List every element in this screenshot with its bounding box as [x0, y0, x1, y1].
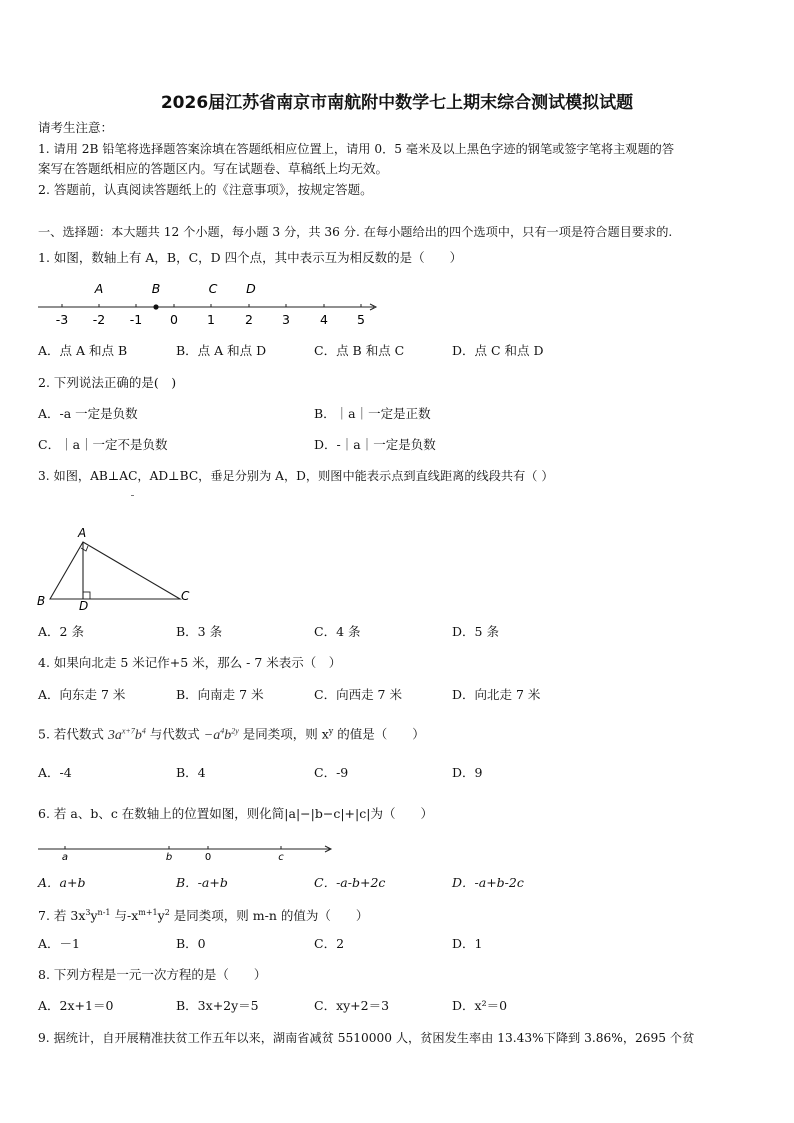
label-c: C	[181, 589, 190, 603]
stray-mark	[131, 495, 134, 496]
label-b: B	[37, 594, 46, 608]
tick-label: -1	[129, 312, 143, 327]
question-8-stem: 8. 下列方程是一元一次方程的是（ ）	[38, 967, 267, 982]
option-b[interactable]: B．-a+b	[176, 875, 228, 890]
question-3-stem: 3. 如图，AB⊥AC，AD⊥BC，垂足分别为 A，D，则图中能表示点到直线距离的线段共有（ ）	[38, 469, 554, 483]
tick-label: 4	[320, 312, 328, 327]
q5-text-1: 5. 若代数式	[38, 726, 108, 742]
point-label-c: C	[208, 281, 218, 296]
option-d[interactable]: D．点 C 和点 D	[452, 343, 544, 358]
option-b[interactable]: B．向南走 7 米	[176, 687, 264, 702]
tick-label: 1	[207, 312, 215, 327]
option-c[interactable]: C．xy+2＝3	[314, 998, 390, 1013]
option-d[interactable]: D．1	[452, 936, 483, 951]
option-c[interactable]: C．-9	[314, 765, 349, 780]
axis-label-0: 0	[204, 852, 212, 863]
option-b[interactable]: B．0	[176, 936, 206, 951]
option-b[interactable]: B．3 条	[176, 624, 223, 639]
point-label-a: A	[94, 281, 104, 296]
question-4-stem: 4. 如果向北走 5 米记作+5 米，那么 - 7 米表示（ ）	[38, 655, 342, 670]
option-a[interactable]: A．点 A 和点 B	[38, 343, 128, 358]
q5-text-4: 的值是（ ）	[333, 726, 425, 742]
option-d[interactable]: D．-a+b-2c	[452, 875, 524, 890]
question-4-options	[38, 687, 758, 703]
point-b-dot	[153, 304, 158, 309]
option-b[interactable]: B．4	[176, 765, 206, 780]
tick-label: 0	[170, 312, 178, 327]
section-heading: 一、选择题：本大题共 12 个小题，每小题 3 分，共 36 分. 在每小题给出的四个选项中，只有一项是符合题目要求的.	[38, 225, 673, 239]
tick-label: -2	[92, 312, 106, 327]
option-a[interactable]: A．向东走 7 米	[38, 687, 126, 702]
axis-label-a: a	[61, 852, 69, 863]
question-1-options	[38, 343, 758, 359]
q5-text-2: 与代数式	[145, 726, 204, 742]
question-7-options	[38, 936, 758, 952]
label-d: D	[79, 599, 89, 612]
axis-label-c: c	[278, 852, 284, 863]
point-label-d: D	[246, 281, 256, 296]
option-a[interactable]: A．-a 一定是负数	[38, 406, 138, 421]
question-5-stem	[38, 723, 425, 744]
question-6-options	[38, 875, 758, 891]
option-b[interactable]: B．｜a｜一定是正数	[314, 406, 431, 421]
question-7-stem: 7. 若 $3x^3y^{n-1}$ 与$-x^{m+1}y^2$ 是同类项，则 m-n 的值为（ ）	[38, 908, 369, 924]
right-angle-mark-d	[83, 592, 90, 599]
option-d[interactable]: D．-｜a｜一定是负数	[314, 437, 436, 452]
option-b[interactable]: B．3x+2y＝5	[176, 998, 259, 1013]
option-c[interactable]: C．点 B 和点 C	[314, 343, 405, 358]
notice-heading: 请考生注意：	[38, 120, 114, 135]
triangle-abc	[50, 542, 180, 599]
option-a[interactable]: A．2x+1＝0	[38, 998, 114, 1013]
question-2-stem: 2. 下列说法正确的是( )	[38, 375, 177, 390]
option-d[interactable]: D．5 条	[452, 624, 499, 639]
option-d[interactable]: D．向北走 7 米	[452, 687, 541, 702]
option-d[interactable]: D．9	[452, 765, 483, 780]
option-a[interactable]: A．2 条	[38, 624, 84, 639]
axis-label-b: b	[165, 852, 173, 863]
label-a: A	[78, 526, 87, 540]
tick-label: 5	[357, 312, 365, 327]
number-line-figure-q1	[36, 280, 386, 328]
option-a[interactable]: A．－1	[38, 936, 80, 951]
right-angle-mark-a	[81, 546, 88, 551]
exam-title: 2026届江苏省南京市南航附中数学七上期末综合测试模拟试题	[160, 93, 634, 113]
question-9-stem: 9. 据统计，自开展精准扶贫工作五年以来，湖南省减贫 5510000 人，贫困发生率由 13.43%下降到 3.86%，2695 个贫	[38, 1031, 695, 1045]
notice-item-1-cont: 案写在答题纸相应的答题区内。写在试题卷、草稿纸上均无效。	[38, 161, 389, 176]
triangle-figure-q3	[34, 524, 199, 612]
question-3-options	[38, 624, 758, 640]
option-c[interactable]: C．-a-b+2c	[314, 875, 386, 890]
option-c[interactable]: C．2	[314, 936, 345, 951]
q5-expr-1: $3a^{x+7}b^4$	[107, 726, 146, 743]
option-b[interactable]: B．点 A 和点 D	[176, 343, 267, 358]
question-1-stem: 1. 如图，数轴上有 A，B，C，D 四个点，其中表示互为相反数的是（ ）	[38, 250, 463, 265]
notice-item-2: 2. 答题前，认真阅读答题纸上的《注意事项》，按规定答题。	[38, 182, 373, 197]
q5-text-3: 是同类项，则 x	[238, 726, 329, 742]
q5-sup: y	[328, 726, 334, 736]
tick-label: -3	[55, 312, 69, 327]
question-8-options	[38, 998, 758, 1014]
option-c[interactable]: C．向西走 7 米	[314, 687, 402, 702]
option-a[interactable]: A．-4	[38, 765, 72, 780]
notice-item-1: 1. 请用 2B 铅笔将选择题答案涂填在答题纸相应位置上，请用 0．5 毫米及以上黑色字迹的钢笔或签字笔将主观题的答	[38, 142, 675, 156]
tick-label: 3	[282, 312, 290, 327]
question-6-stem: 6. 若 a、b、c 在数轴上的位置如图，则化简|a|−|b−c|+|c|为（ ）	[38, 806, 433, 821]
option-c[interactable]: C．4 条	[314, 624, 361, 639]
tick-label: 2	[245, 312, 253, 327]
option-c[interactable]: C．｜a｜一定不是负数	[38, 437, 168, 452]
q5-expr-2: $-a^4b^{2y}$	[203, 726, 239, 743]
number-line-figure-q6	[36, 838, 336, 864]
question-5-options	[38, 765, 758, 781]
point-label-b: B	[151, 281, 161, 296]
option-a[interactable]: A．a+b	[38, 875, 86, 890]
option-d[interactable]: D．x²＝0	[452, 998, 508, 1013]
